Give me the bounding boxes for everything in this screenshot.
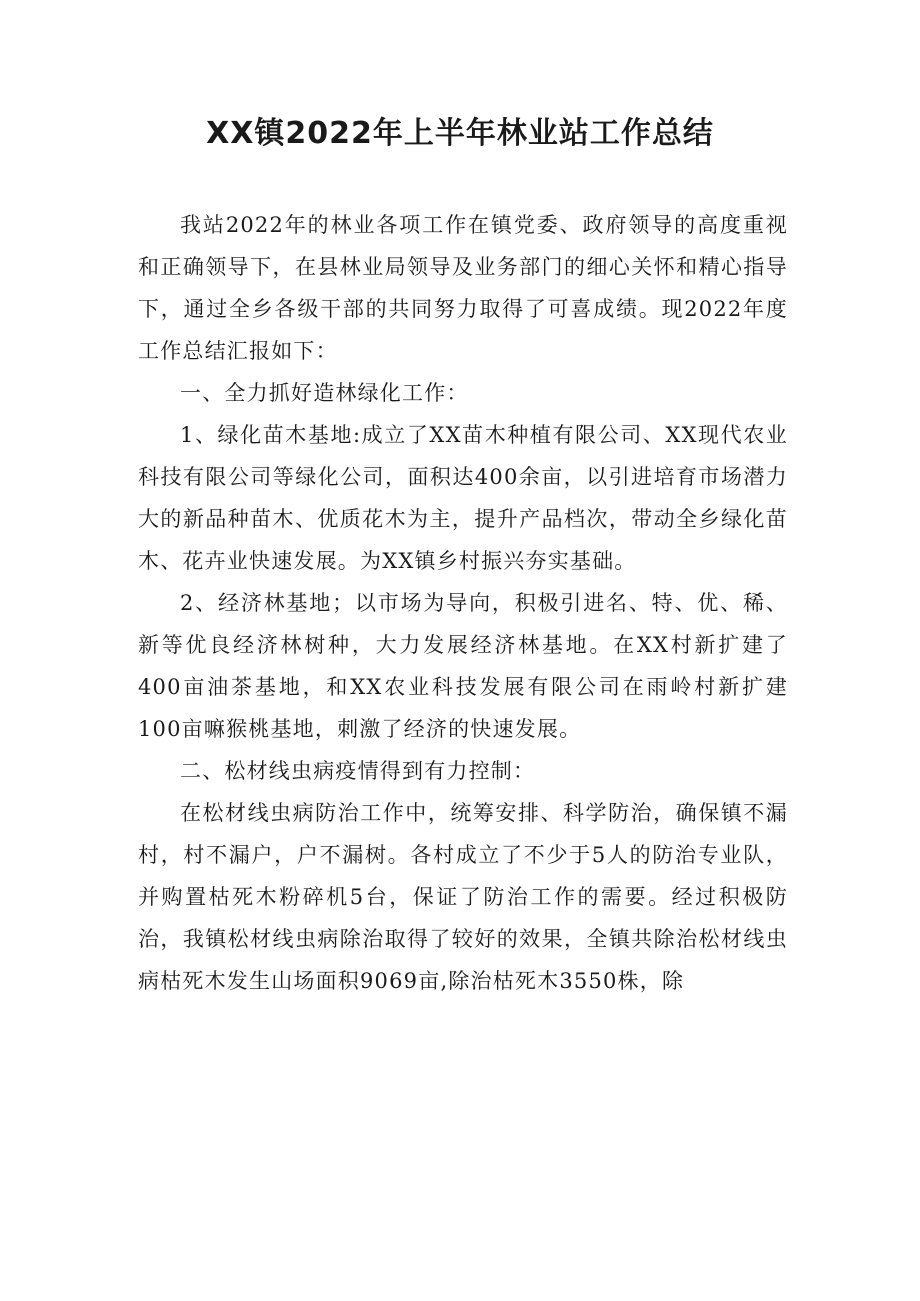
paragraph-nursery-base: 1、绿化苗木基地:成立了XX苗木种植有限公司、XX现代农业科技有限公司等绿化公司，面积达400余亩，以引进培育市场潜力大的新品种苗木、优质花木为主，提升产品档次，带动全乡绿化苗木、花卉业快速发展。为XX镇乡村振兴夯实基础。	[138, 423, 788, 573]
section-heading-2: 二、松材线虫病疫情得到有力控制：	[180, 759, 536, 783]
intro-paragraph: 我站2022年的林业各项工作在镇党委、政府领导的高度重视和正确领导下，在县林业局领导及业务部门的细心关怀和精心指导下，通过全乡各级干部的共同努力取得了可喜成绩。现2022年度工作总结汇报如下：	[138, 213, 788, 363]
document-title: XX镇2022年上半年林业站工作总结	[206, 116, 714, 151]
paragraph-pine-disease: 在松材线虫病防治工作中，统筹安排、科学防治，确保镇不漏村，村不漏户，户不漏树。各村成立了不少于5人的防治专业队，并购置枯死木粉碎机5台，保证了防治工作的需要。经过积极防治，我镇松材线虫病除治取得了较好的效果，全镇共除治松材线虫病枯死木发生山场面积9069亩,除治枯死木3550株，除	[138, 801, 788, 993]
section-heading-1: 一、全力抓好造林绿化工作：	[180, 381, 469, 405]
document-body	[138, 204, 788, 1002]
paragraph-economic-forest: 2、经济林基地；以市场为导向，积极引进名、特、优、稀、新等优良经济林树种，大力发展经济林基地。在XX村新扩建了400亩油茶基地，和XX农业科技发展有限公司在雨岭村新扩建100亩嘛猴桃基地，刺激了经济的快速发展。	[138, 591, 788, 741]
